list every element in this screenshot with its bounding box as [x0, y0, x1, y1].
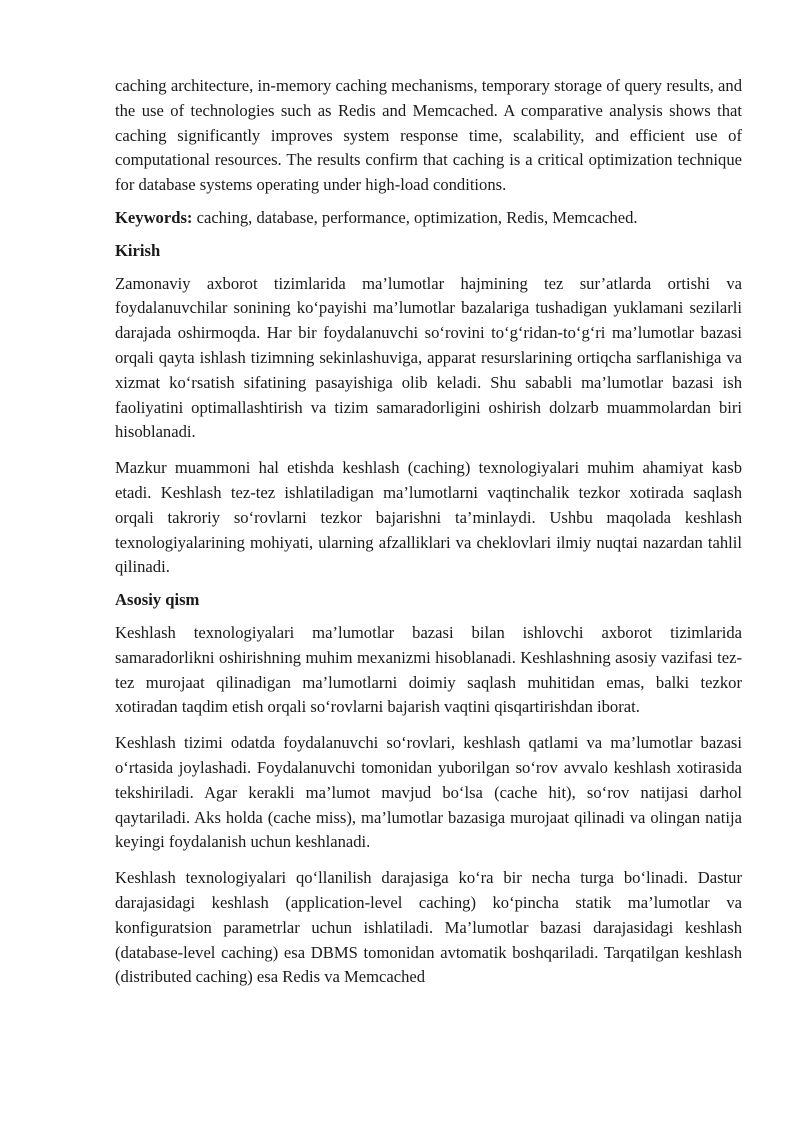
document-page [115, 74, 742, 1001]
keywords-text: caching, database, performance, optimization, Redis, Memcached. [192, 207, 638, 227]
keywords-line [115, 206, 742, 231]
section-heading-kirish: Kirish [115, 240, 161, 260]
intro-paragraph-2: Mazkur muammoni hal etishda keshlash (caching) texnologiyalari muhim ahamiyat kasb etadi. Keshlash tez-tez ishlatiladigan ma’lumotlarni vaqtinchalik tezkor xotirada saqlash orqali takroriy so‘rovlarni tezkor bajarishni ta’minlaydi. Ushbu maqolada keshlash texnologiyalarining mohiyati, ularning afzalliklari va cheklovlari ilmiy nuqtai nazardan tahlil qilinadi. [115, 458, 742, 577]
main-paragraph-2: Keshlash tizimi odatda foydalanuvchi so‘rovlari, keshlash qatlami va ma’lumotlar bazasi o‘rtasida joylashadi. Foydalanuvchi tomonidan yuborilgan so‘rov avvalo keshlash xotirasida tekshiriladi. Agar kerakli ma’lumot mavjud bo‘lsa (cache hit), so‘rov natijasi darhol qaytariladi. Aks holda (cache miss), ma’lumotlar bazasiga murojaat qilinadi va olingan natija keyingi foydalanish uchun keshlanadi. [115, 733, 742, 852]
keywords-label: Keywords: [115, 207, 193, 227]
intro-paragraph-1: Zamonaviy axborot tizimlarida ma’lumotlar hajmining tez sur’atlarda ortishi va foydalanuvchilar sonining ko‘payishi ma’lumotlar bazalariga tushadigan yuklamani sezilarli darajada oshirmoqda. Har bir foydalanuvchi so‘rovini to‘g‘ridan-to‘g‘ri ma’lumotlar bazasi orqali qayta ishlash tizimning sekinlashuviga, apparat resurslarining ortiqcha sarflanishiga va xizmat ko‘rsatish sifatining pasayishiga olib keladi. Shu sababli ma’lumotlar bazasi ish faoliyatini optimallashtirish va tizim samaradorligini oshirish dolzarb muammolardan biri hisoblanadi. [115, 273, 742, 442]
main-paragraph-3: Keshlash texnologiyalari qo‘llanilish darajasiga ko‘ra bir necha turga bo‘linadi. Dastur darajasidagi keshlash (application-level caching) ko‘pincha statik ma’lumotlar va konfiguratsion parametrlar uchun ishlatiladi. Ma’lumotlar bazasi darajasidagi keshlash (database-level caching) esa DBMS tomonidan avtomatik boshqariladi. Tarqatilgan keshlash (distributed caching) esa Redis va Memcached [115, 868, 742, 987]
section-heading-asosiy-qism: Asosiy qism [115, 590, 200, 610]
main-paragraph-1: Keshlash texnologiyalari ma’lumotlar bazasi bilan ishlovchi axborot tizimlarida samaradorlikni oshirishning muhim mexanizmi hisoblanadi. Keshlashning asosiy vazifasi tez-tez murojaat qilinadigan ma’lumotlarni doimiy saqlash muhitidan emas, balki tezkor xotiradan taqdim etish orqali so‘rovlarni bajarish vaqtini qisqartirishdan iborat. [115, 622, 742, 717]
abstract-continuation: caching architecture, in-memory caching mechanisms, temporary storage of query results, and the use of technologies such as Redis and Memcached. A comparative analysis shows that caching significantly improves system response time, scalability, and efficient use of computational resources. The results confirm that caching is a critical optimization technique for database systems operating under high-load conditions. [115, 76, 742, 195]
